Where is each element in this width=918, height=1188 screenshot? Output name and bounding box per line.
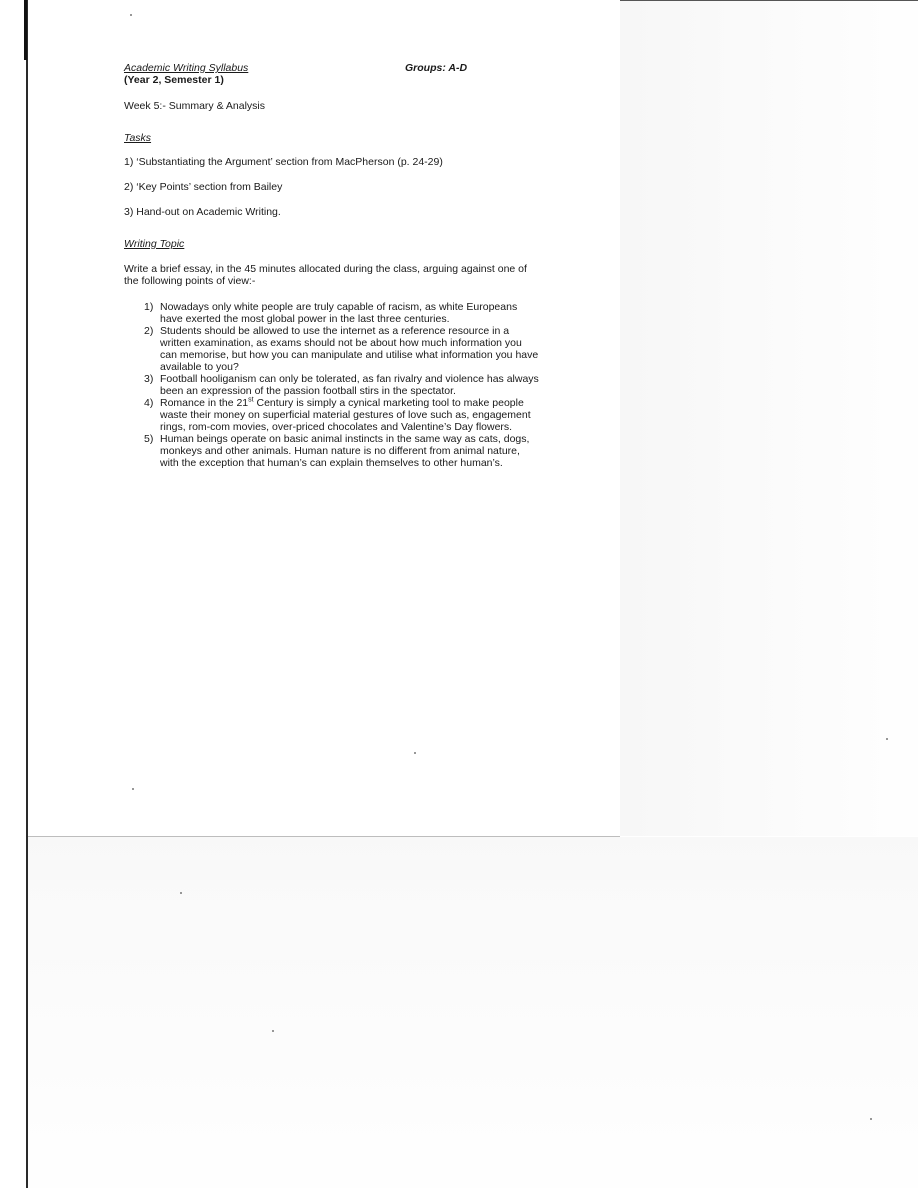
scan-shading xyxy=(620,0,918,836)
topic-text: Nowadays only white people are truly capable of racism, as white Europeans have exerted the most global power in the last three centuries. xyxy=(160,301,518,325)
topic-text: Students should be allowed to use the internet as a reference resource in a written examination, as exams should not be about how much information you can memorise, but how you can manipulate and utilise what information you have available to you? xyxy=(160,325,539,373)
course-subtitle: (Year 2, Semester 1) xyxy=(124,74,224,86)
tasks-heading: Tasks xyxy=(124,132,152,144)
topic-item xyxy=(124,325,540,373)
topic-text-start: Romance in the 21 xyxy=(160,397,249,409)
topic-item xyxy=(124,373,540,397)
task-item: 3) Hand-out on Academic Writing. xyxy=(124,206,281,218)
writing-topic-heading: Writing Topic xyxy=(124,238,185,250)
topic-list xyxy=(124,301,544,469)
topic-text: Human beings operate on basic animal instincts in the same way as cats, dogs, monkeys and other animals. Human nature is no different from animal nature, with the exception that human’s can explain themselves to other human’s. xyxy=(160,433,530,469)
scan-speck xyxy=(130,14,132,16)
topic-text-end: Century is simply a cynical marketing tool to make people waste their money on superficial material gestures of love such as, engagement rings, rom-com movies, over-priced chocolates and Valentine’s Day flowers. xyxy=(160,397,531,433)
topic-item xyxy=(124,301,540,325)
scan-speck xyxy=(414,752,416,754)
scan-speck xyxy=(886,738,888,740)
scan-speck xyxy=(870,1118,872,1120)
scan-edge-mark xyxy=(24,0,27,60)
scan-speck xyxy=(272,1030,274,1032)
scan-edge-top xyxy=(620,0,918,1)
topic-number: 5) xyxy=(144,433,154,445)
topic-item xyxy=(124,433,540,469)
ordinal-suffix: st xyxy=(248,396,254,404)
scan-speck xyxy=(180,892,182,894)
task-item: 1) ‘Substantiating the Argument’ section from MacPherson (p. 24-29) xyxy=(124,156,443,168)
scan-edge-left xyxy=(26,0,28,1188)
scan-speck xyxy=(132,788,134,790)
syllabus-document xyxy=(124,62,544,469)
task-item: 2) ‘Key Points’ section from Bailey xyxy=(124,181,283,193)
course-title: Academic Writing Syllabus xyxy=(124,62,249,74)
groups-label: Groups: A-D xyxy=(405,62,468,74)
topic-number: 3) xyxy=(144,373,154,385)
topic-number: 1) xyxy=(144,301,154,313)
topic-number: 4) xyxy=(144,397,154,409)
scan-shading-bottom xyxy=(28,837,918,1188)
week-title: Week 5:- Summary & Analysis xyxy=(124,100,266,112)
topic-number: 2) xyxy=(144,325,154,337)
document-header xyxy=(124,62,544,86)
scan-fold-line xyxy=(28,836,620,837)
topic-item xyxy=(124,397,540,433)
topic-text: Football hooliganism can only be tolerated, as fan rivalry and violence has always been an expression of the passion football stirs in the spectator. xyxy=(160,373,539,397)
writing-topic-intro: Write a brief essay, in the 45 minutes allocated during the class, arguing against one of the following points of view:- xyxy=(124,263,527,287)
